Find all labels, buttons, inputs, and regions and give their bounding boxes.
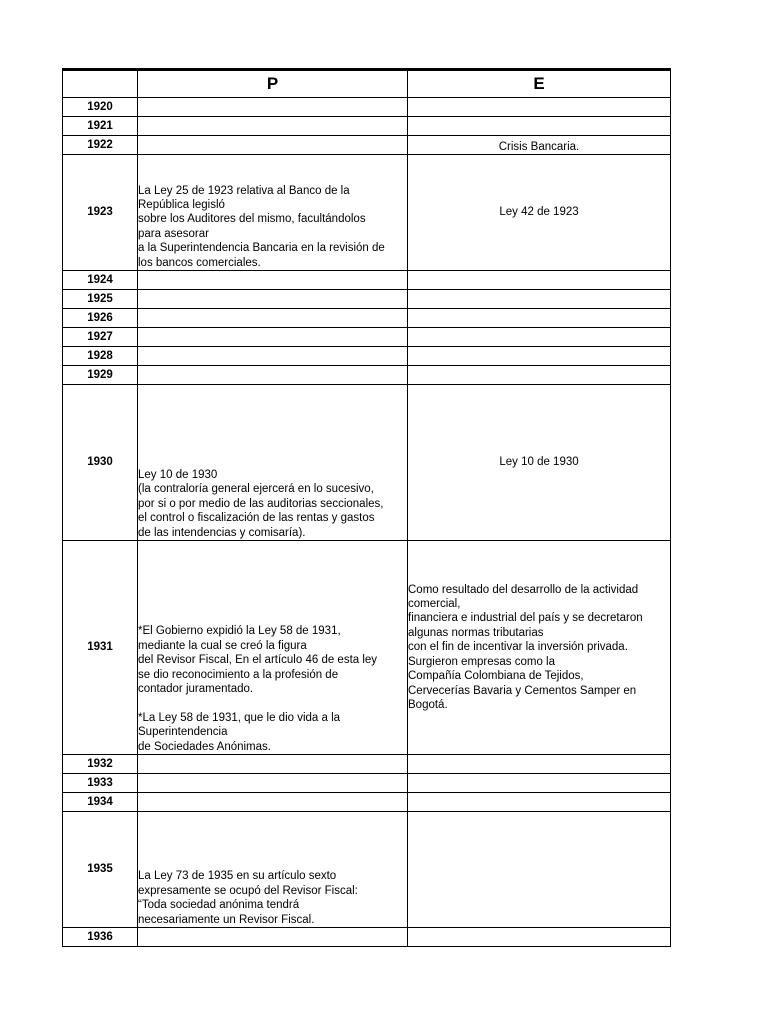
table-row <box>63 98 671 117</box>
p-cell <box>138 928 408 947</box>
year-column-header <box>63 70 138 98</box>
p-cell <box>138 366 408 385</box>
p-cell <box>138 98 408 117</box>
table-row <box>63 793 671 812</box>
year-cell: 1936 <box>63 928 138 947</box>
e-cell <box>408 812 671 928</box>
p-cell <box>138 309 408 328</box>
table-row <box>63 774 671 793</box>
p-cell <box>138 793 408 812</box>
p-cell <box>138 290 408 309</box>
e-column-header: E <box>408 70 671 98</box>
year-cell: 1934 <box>63 793 138 812</box>
year-cell: 1932 <box>63 755 138 774</box>
p-cell <box>138 136 408 155</box>
e-cell <box>408 290 671 309</box>
p-cell <box>138 117 408 136</box>
p-cell: *El Gobierno expidió la Ley 58 de 1931, mediante la cual se creó la figura del Revisor Fiscal, En el artículo 46 de esta ley se dio reconocimiento a la profesión de contador juramentado. *La Ley 58 de 1931, que le dio vida a la Superintendencia de Sociedades Anónimas. <box>138 541 408 755</box>
e-cell <box>408 793 671 812</box>
e-cell <box>408 928 671 947</box>
table-row <box>63 541 671 755</box>
year-cell: 1920 <box>63 98 138 117</box>
table-row <box>63 755 671 774</box>
table-row <box>63 385 671 541</box>
table-row <box>63 155 671 271</box>
p-cell <box>138 271 408 290</box>
year-cell: 1921 <box>63 117 138 136</box>
header-row <box>63 70 671 98</box>
e-cell <box>408 309 671 328</box>
e-cell <box>408 774 671 793</box>
timeline-table <box>62 68 671 947</box>
year-cell: 1925 <box>63 290 138 309</box>
table-row <box>63 366 671 385</box>
e-cell: Como resultado del desarrollo de la actividad comercial, financiera e industrial del país y se decretaron algunas normas tributarias con el fin de incentivar la inversión privada. Surgieron empresas como la Compañía Colombiana de Tejidos, Cervecerías Bavaria y Cementos Samper en Bogotá. <box>408 541 671 755</box>
year-cell: 1924 <box>63 271 138 290</box>
year-cell: 1927 <box>63 328 138 347</box>
p-cell <box>138 755 408 774</box>
year-cell: 1928 <box>63 347 138 366</box>
table-row <box>63 290 671 309</box>
p-cell <box>138 774 408 793</box>
e-cell <box>408 271 671 290</box>
p-cell: La Ley 73 de 1935 en su artículo sexto expresamente se ocupó del Revisor Fiscal: “Toda sociedad anónima tendrá necesariamente un Revisor Fiscal. <box>138 812 408 928</box>
e-cell <box>408 98 671 117</box>
p-cell <box>138 347 408 366</box>
table-row <box>63 309 671 328</box>
year-cell: 1933 <box>63 774 138 793</box>
table-row <box>63 328 671 347</box>
e-cell <box>408 347 671 366</box>
year-cell: 1935 <box>63 812 138 928</box>
year-cell: 1930 <box>63 385 138 541</box>
year-cell: 1931 <box>63 541 138 755</box>
p-cell: Ley 10 de 1930 (la contraloría general ejercerá en lo sucesivo, por si o por medio de las auditorias seccionales, el control o fiscalización de las rentas y gastos de las intendencias y comisaría). <box>138 385 408 541</box>
e-cell <box>408 366 671 385</box>
table-row <box>63 928 671 947</box>
table-row <box>63 271 671 290</box>
e-cell <box>408 328 671 347</box>
year-cell: 1922 <box>63 136 138 155</box>
e-cell <box>408 117 671 136</box>
p-cell <box>138 328 408 347</box>
table-row <box>63 812 671 928</box>
e-cell: Ley 42 de 1923 <box>408 155 671 271</box>
year-cell: 1923 <box>63 155 138 271</box>
e-cell <box>408 755 671 774</box>
table-row <box>63 136 671 155</box>
table-row <box>63 117 671 136</box>
year-cell: 1929 <box>63 366 138 385</box>
year-cell: 1926 <box>63 309 138 328</box>
table-row <box>63 347 671 366</box>
p-column-header: P <box>138 70 408 98</box>
p-cell: La Ley 25 de 1923 relativa al Banco de la República legisló sobre los Auditores del mismo, facultándolos para asesorar a la Superintendencia Bancaria en la revisión de los bancos comerciales. <box>138 155 408 271</box>
e-cell: Ley 10 de 1930 <box>408 385 671 541</box>
e-cell: Crisis Bancaria. <box>408 136 671 155</box>
